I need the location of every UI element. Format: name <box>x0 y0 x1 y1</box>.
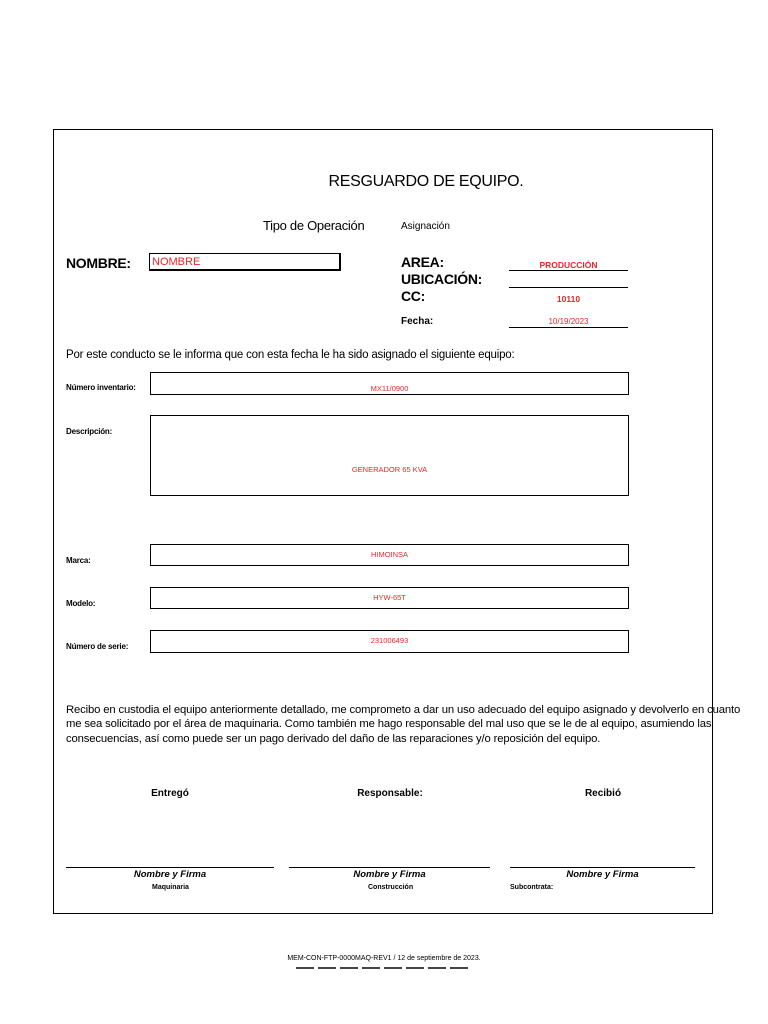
serie-label: Número de serie: <box>66 642 129 651</box>
area-underline <box>509 270 628 271</box>
signature-caption-3: Nombre y Firma <box>566 869 639 880</box>
custody-text-line-3: consecuencias, así como puede ser un pago derivado del daño de las reparaciones y/o reposición del equipo. <box>66 733 601 745</box>
fecha-value: 10/19/2023 <box>548 317 589 326</box>
signature-sub-subcontrata: Subcontrata: <box>510 884 554 891</box>
ubicacion-underline <box>509 287 628 288</box>
inventario-field[interactable] <box>150 372 629 395</box>
tipo-operacion-value: Asignación <box>401 221 450 232</box>
cc-value: 10110 <box>556 294 581 304</box>
area-value: PRODUCCIÓN <box>539 260 598 270</box>
page-title: RESGUARDO DE EQUIPO. <box>328 173 524 190</box>
serie-field[interactable] <box>150 630 629 653</box>
fecha-label: Fecha: <box>401 316 434 327</box>
cc-label: CC: <box>401 288 425 304</box>
modelo-field[interactable] <box>150 587 629 609</box>
responsable-label: Responsable: <box>357 788 423 799</box>
tipo-operacion-label: Tipo de Operación <box>263 218 365 233</box>
footer-document-code: MEM-CON-FTP-0000MAQ-REV1 / 12 de septiembre de 2023. <box>287 955 481 962</box>
signature-sub-construccion: Construcción <box>368 884 414 891</box>
ubicacion-label: UBICACIÓN: <box>401 271 482 287</box>
fecha-underline <box>509 327 628 328</box>
marca-field[interactable] <box>150 544 629 566</box>
descripcion-field[interactable] <box>150 415 629 496</box>
entrego-label: Entregó <box>151 788 189 799</box>
descripcion-label: Descripción: <box>66 427 113 436</box>
inventario-label: Número inventario: <box>66 383 136 392</box>
modelo-value: HYW-65T <box>373 593 406 602</box>
marca-value: HIMOINSA <box>370 550 409 559</box>
signature-caption-2: Nombre y Firma <box>353 869 426 880</box>
intro-text: Por este conducto se le informa que con esta fecha le ha sido asignado el siguiente equipo: <box>66 349 515 361</box>
marca-label: Marca: <box>66 556 91 565</box>
nombre-value: NOMBRE <box>152 256 201 268</box>
modelo-label: Modelo: <box>66 599 96 608</box>
descripcion-value: GENERADOR 65 KVA <box>351 465 428 474</box>
nombre-field[interactable] <box>149 253 341 271</box>
custody-text-line-1: Recibo en custodia el equipo anteriormente detallado, me comprometo a dar un uso adecuado del equipo asignado y devolverlo en cuanto <box>66 704 741 716</box>
recibio-label: Recibió <box>584 788 622 799</box>
signature-line-subcontrata <box>510 867 695 868</box>
inventario-value: MX11/0900 <box>370 384 409 393</box>
signature-sub-maquinaria: Maquinaria <box>152 884 189 891</box>
area-label: AREA: <box>401 254 444 270</box>
footer-cut-line <box>296 965 472 969</box>
signature-caption-1: Nombre y Firma <box>133 869 207 880</box>
serie-value: 231006493 <box>370 636 409 645</box>
signature-line-construccion <box>289 867 490 868</box>
custody-text-line-2: me sea solicitado por el área de maquinaria. Como también me hago responsable del mal uso que se le de al equipo, asumiendo las <box>66 718 712 730</box>
nombre-label: NOMBRE: <box>66 255 131 271</box>
signature-line-maquinaria <box>66 867 274 868</box>
